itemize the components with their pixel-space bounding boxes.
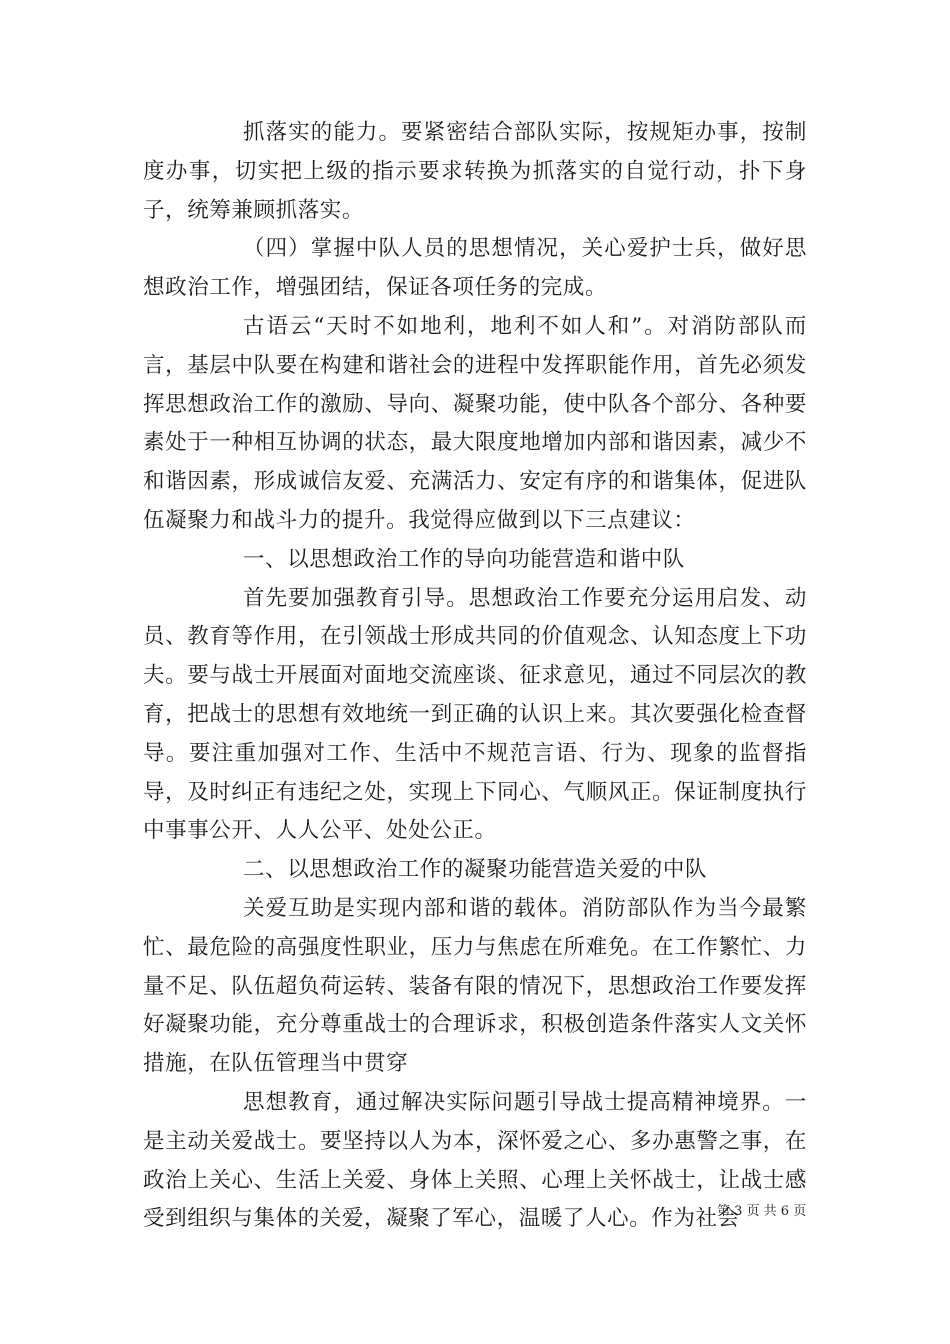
document-body [143,114,807,1239]
paragraph-8: 思想教育，通过解决实际问题引导战士提高精神境界。一是主动关爱战士。要坚持以人为本，深怀爱之心、多办惠警之事，在政治上关心、生活上关爱、身体上关照、心理上关怀战士，让战士感受到组织与集体的关爱，凝聚了军心，温暖了人心。作为社会 [143,1089,807,1232]
paragraph-7: 关爱互助是实现内部和谐的载体。消防部队作为当今最繁忙、最危险的高强度性职业，压力与焦虑在所难免。在工作繁忙、力量不足、队伍超负荷运转、装备有限的情况下，思想政治工作要发挥好凝聚功能，充分尊重战士的合理诉求，积极创造条件落实人文关怀措施，在队伍管理当中贯穿 [143,895,807,1077]
page-number-footer: 第 3 页 共 6 页 [717,1204,807,1219]
paragraph-1: 抓落实的能力。要紧密结合部队实际，按规矩办事，按制度办事，切实把上级的指示要求转换为抓落实的自觉行动，扑下身子，统筹兼顾抓落实。 [143,120,807,223]
paragraph-2-heading-4: （四）掌握中队人员的思想情况，关心爱护士兵，做好思想政治工作，增强团结，保证各项任务的完成。 [143,236,807,301]
paragraph-3: 古语云“天时不如地利，地利不如人和”。对消防部队而言，基层中队要在构建和谐社会的进程中发挥职能作用，首先必须发挥思想政治工作的激励、导向、凝聚功能，使中队各个部分、各种要素处于一种相互协调的状态，最大限度地增加内部和谐因素，减少不和谐因素，形成诚信友爱、充满活力、安定有序的和谐集体，促进队伍凝聚力和战斗力的提升。我觉得应做到以下三点建议： [143,313,807,533]
paragraph-5: 首先要加强教育引导。思想政治工作要充分运用启发、动员、教育等作用，在引领战士形成共同的价值观念、认知态度上下功夫。要与战士开展面对面地交流座谈、征求意见，通过不同层次的教育，把战士的思想有效地统一到正确的认识上来。其次要强化检查督导。要注重加强对工作、生活中不规范言语、行为、现象的监督指导，及时纠正有违纪之处，实现上下同心、气顺风正。保证制度执行中事事公开、人人公平、处处公正。 [143,585,807,844]
section-heading-1: 一、以思想政治工作的导向功能营造和谐中队 [243,546,686,572]
section-heading-2: 二、以思想政治工作的凝聚功能营造关爱的中队 [243,857,708,883]
